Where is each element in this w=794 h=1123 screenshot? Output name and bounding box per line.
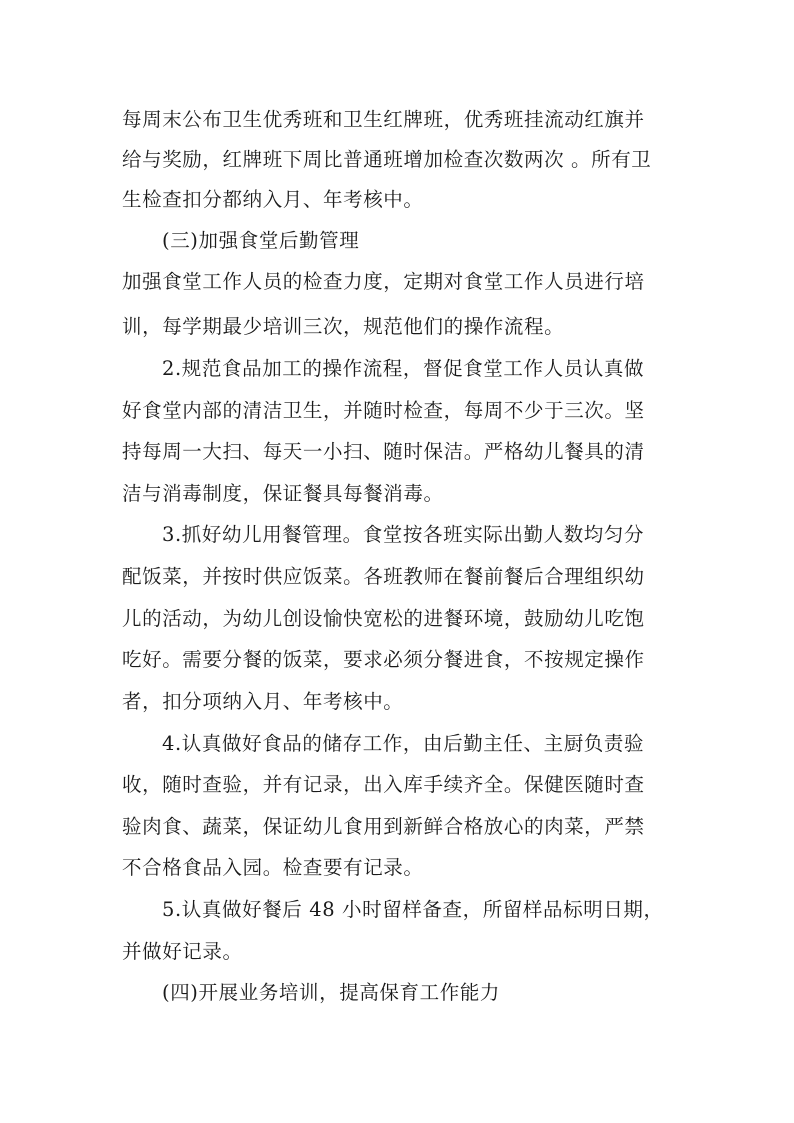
paragraph-line: 3.抓好幼儿用餐管理。食堂按各班实际出勤人数均匀分 <box>162 523 645 546</box>
paragraph-line: 训，每学期最少培训三次，规范他们的操作流程。 <box>122 315 565 338</box>
paragraph-line: 持每周一大扫、每天一小扫、随时保洁。严格幼儿餐具的清 <box>122 440 645 463</box>
paragraph-line: 5.认真做好餐后 48 小时留样备查，所留样品标明日期， <box>162 898 664 921</box>
section-heading: (三)加强食堂后勤管理 <box>162 229 360 252</box>
section-heading: (四)开展业务培训，提高保育工作能力 <box>162 981 501 1004</box>
paragraph-line: 收，随时查验，并有记录，出入库手续齐全。保健医随时查 <box>122 773 645 796</box>
paragraph-line: 验肉食、蔬菜，保证幼儿食用到新鲜合格放心的肉菜，严禁 <box>122 815 645 838</box>
paragraph-line: 儿的活动，为幼儿创设愉快宽松的进餐环境，鼓励幼儿吃饱 <box>122 607 645 630</box>
paragraph-line: 不合格食品入园。检查要有记录。 <box>122 856 424 879</box>
paragraph-line: 好食堂内部的清洁卫生，并随时检查，每周不少于三次。坚 <box>122 399 645 422</box>
paragraph-line: 给与奖励，红牌班下周比普通班增加检查次数两次 。所有卫 <box>122 148 652 171</box>
paragraph-line: 洁与消毒制度，保证餐具每餐消毒。 <box>122 482 444 505</box>
paragraph-line: 配饭菜，并按时供应饭菜。各班教师在餐前餐后合理组织幼 <box>122 565 645 588</box>
paragraph-line: 吃好。需要分餐的饭菜，要求必须分餐进食，不按规定操作 <box>122 648 645 671</box>
paragraph-line: 4.认真做好食品的储存工作，由后勤主任、主厨负责验 <box>162 732 645 755</box>
paragraph-line: 每周末公布卫生优秀班和卫生红牌班，优秀班挂流动红旗并 <box>122 108 645 131</box>
paragraph-line: 者，扣分项纳入月、年考核中。 <box>122 690 404 713</box>
paragraph-line: 加强食堂工作人员的检查力度，定期对食堂工作人员进行培 <box>122 270 645 293</box>
paragraph-line: 并做好记录。 <box>122 940 243 963</box>
paragraph-line: 生检查扣分都纳入月、年考核中。 <box>122 188 424 211</box>
paragraph-line: 2.规范食品加工的操作流程，督促食堂工作人员认真做 <box>162 357 645 380</box>
